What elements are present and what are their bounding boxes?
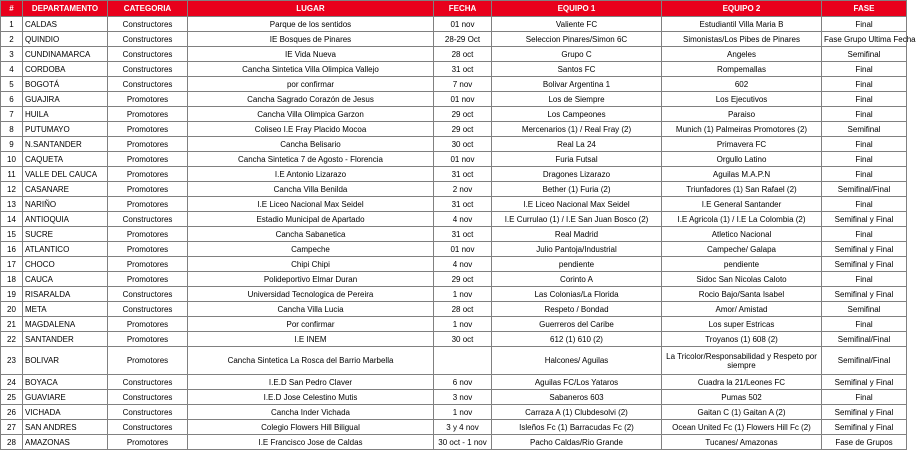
cell-number[interactable]: 10 — [1, 152, 23, 167]
cell-categoria[interactable]: Promotores — [108, 435, 188, 450]
cell-equipo-1[interactable]: Furia Futsal — [492, 152, 662, 167]
cell-fase[interactable]: Final — [822, 62, 907, 77]
cell-number[interactable]: 12 — [1, 182, 23, 197]
cell-equipo-2[interactable]: Sidoc San Nicolas Caloto — [662, 272, 822, 287]
cell-departamento[interactable]: MAGDALENA — [23, 317, 108, 332]
cell-departamento[interactable]: HUILA — [23, 107, 108, 122]
cell-equipo-2[interactable]: pendiente — [662, 257, 822, 272]
cell-fecha[interactable]: 01 nov — [434, 92, 492, 107]
cell-departamento[interactable]: CUNDINAMARCA — [23, 47, 108, 62]
cell-fase[interactable]: Final — [822, 17, 907, 32]
cell-number[interactable]: 18 — [1, 272, 23, 287]
cell-lugar[interactable]: I.E Francisco Jose de Caldas — [188, 435, 434, 450]
cell-fase[interactable]: Semifinal — [822, 122, 907, 137]
cell-fecha[interactable]: 31 oct — [434, 227, 492, 242]
cell-equipo-1[interactable]: Real La 24 — [492, 137, 662, 152]
cell-equipo-1[interactable]: Seleccion Pinares/Simon 6C — [492, 32, 662, 47]
cell-fase[interactable]: Semifinal y Final — [822, 212, 907, 227]
cell-equipo-1[interactable]: Grupo C — [492, 47, 662, 62]
cell-fecha[interactable]: 28 oct — [434, 302, 492, 317]
cell-categoria[interactable]: Promotores — [108, 167, 188, 182]
header-row — [1, 1, 907, 17]
cell-fase[interactable]: Final — [822, 137, 907, 152]
cell-equipo-2[interactable]: Aguilas M.A.P.N — [662, 167, 822, 182]
cell-categoria[interactable]: Constructores — [108, 390, 188, 405]
cell-categoria[interactable]: Constructores — [108, 375, 188, 390]
cell-lugar[interactable]: Cancha Sintetica La Rosca del Barrio Marbella — [188, 347, 434, 375]
cell-equipo-2[interactable]: Munich (1) Palmeiras Promotores (2) — [662, 122, 822, 137]
table-row — [1, 287, 907, 302]
table-row — [1, 152, 907, 167]
cell-fase[interactable]: Semifinal y Final — [822, 405, 907, 420]
cell-fecha[interactable]: 28-29 Oct — [434, 32, 492, 47]
table-row — [1, 62, 907, 77]
cell-equipo-1[interactable]: Valiente FC — [492, 17, 662, 32]
header-categoria[interactable]: CATEGORIA — [108, 1, 188, 17]
cell-equipo-1[interactable]: 612 (1) 610 (2) — [492, 332, 662, 347]
cell-fase[interactable]: Semifinal — [822, 302, 907, 317]
cell-categoria[interactable]: Constructores — [108, 420, 188, 435]
cell-equipo-2[interactable]: 602 — [662, 77, 822, 92]
cell-equipo-1[interactable]: Mercenarios (1) / Real Fray (2) — [492, 122, 662, 137]
cell-fase[interactable]: Final — [822, 77, 907, 92]
cell-lugar[interactable]: I.E INEM — [188, 332, 434, 347]
cell-fase[interactable]: Final — [822, 167, 907, 182]
cell-fase[interactable]: Semifinal y Final — [822, 287, 907, 302]
cell-fecha[interactable]: 30 oct — [434, 137, 492, 152]
cell-lugar[interactable]: Cancha Sagrado Corazón de Jesus — [188, 92, 434, 107]
cell-fecha[interactable]: 3 nov — [434, 390, 492, 405]
cell-departamento[interactable]: CHOCO — [23, 257, 108, 272]
cell-equipo-1[interactable]: Santos FC — [492, 62, 662, 77]
cell-categoria[interactable]: Constructores — [108, 32, 188, 47]
table-body — [1, 17, 916, 450]
cell-equipo-1[interactable]: Aguilas FC/Los Yataros — [492, 375, 662, 390]
cell-equipo-1[interactable]: Guerreros del Caribe — [492, 317, 662, 332]
cell-departamento[interactable]: BOYACA — [23, 375, 108, 390]
cell-number[interactable]: 23 — [1, 347, 23, 375]
header-lugar[interactable]: LUGAR — [188, 1, 434, 17]
table-row — [1, 197, 907, 212]
cell-lugar[interactable]: Campeche — [188, 242, 434, 257]
table-row — [1, 137, 907, 152]
table-row — [1, 375, 907, 390]
table-row — [1, 227, 907, 242]
cell-lugar[interactable]: Por confirmar — [188, 317, 434, 332]
cell-fase[interactable]: Semifinal/Final — [822, 332, 907, 347]
cell-fecha[interactable]: 1 nov — [434, 287, 492, 302]
cell-departamento[interactable]: CALDAS — [23, 17, 108, 32]
header-equipo-2[interactable]: EQUIPO 2 — [662, 1, 822, 17]
cell-departamento[interactable]: SUCRE — [23, 227, 108, 242]
table-row — [1, 77, 907, 92]
cell-departamento[interactable]: CAUCA — [23, 272, 108, 287]
cell-equipo-1[interactable]: Real Madrid — [492, 227, 662, 242]
header-departamento[interactable]: DEPARTAMENTO — [23, 1, 108, 17]
cell-fecha[interactable]: 01 nov — [434, 152, 492, 167]
cell-categoria[interactable]: Promotores — [108, 227, 188, 242]
cell-fecha[interactable]: 2 nov — [434, 182, 492, 197]
cell-equipo-2[interactable]: Pumas 502 — [662, 390, 822, 405]
cell-equipo-1[interactable]: Dragones Lizarazo — [492, 167, 662, 182]
cell-number[interactable]: 14 — [1, 212, 23, 227]
cell-lugar[interactable]: Estadio Municipal de Apartado — [188, 212, 434, 227]
cell-fecha[interactable]: 01 nov — [434, 17, 492, 32]
cell-number[interactable]: 22 — [1, 332, 23, 347]
cell-equipo-1[interactable]: Bether (1) Furia (2) — [492, 182, 662, 197]
cell-equipo-2[interactable]: Rocio Bajo/Santa Isabel — [662, 287, 822, 302]
cell-fase[interactable]: Semifinal — [822, 47, 907, 62]
cell-equipo-1[interactable]: Bolivar Argentina 1 — [492, 77, 662, 92]
cell-fase[interactable]: Semifinal/Final — [822, 182, 907, 197]
table-row — [1, 257, 907, 272]
cell-number[interactable]: 11 — [1, 167, 23, 182]
cell-number[interactable]: 17 — [1, 257, 23, 272]
table-row — [1, 317, 907, 332]
table-row — [1, 302, 907, 317]
cell-equipo-2[interactable]: Tucanes/ Amazonas — [662, 435, 822, 450]
cell-categoria[interactable]: Promotores — [108, 242, 188, 257]
cell-number[interactable]: 8 — [1, 122, 23, 137]
cell-fase[interactable]: Fase Grupo Ultima Fecha — [822, 32, 907, 47]
cell-lugar[interactable]: Cancha Villa Olimpica Garzon — [188, 107, 434, 122]
cell-equipo-2[interactable]: Paraiso — [662, 107, 822, 122]
table-row — [1, 272, 907, 287]
cell-fecha[interactable]: 4 nov — [434, 257, 492, 272]
cell-equipo-1[interactable]: pendiente — [492, 257, 662, 272]
cell-departamento[interactable]: VALLE DEL CAUCA — [23, 167, 108, 182]
cell-lugar[interactable]: Cancha Sintetica Villa Olimpica Vallejo — [188, 62, 434, 77]
cell-lugar[interactable]: Cancha Sintetica 7 de Agosto - Florencia — [188, 152, 434, 167]
cell-fecha[interactable]: 30 oct - 1 nov — [434, 435, 492, 450]
cell-equipo-2[interactable]: Ocean United Fc (1) Flowers Hill Fc (2) — [662, 420, 822, 435]
table-row — [1, 420, 907, 435]
cell-lugar[interactable]: Coliseo I.E Fray Placido Mocoa — [188, 122, 434, 137]
cell-categoria[interactable]: Promotores — [108, 122, 188, 137]
cell-categoria[interactable]: Promotores — [108, 317, 188, 332]
cell-fase[interactable]: Semifinal y Final — [822, 257, 907, 272]
cell-equipo-1[interactable]: I.E Currulao (1) / I.E San Juan Bosco (2) — [492, 212, 662, 227]
cell-equipo-1[interactable]: Isleños Fc (1) Barracudas Fc (2) — [492, 420, 662, 435]
cell-lugar[interactable]: I.E Liceo Nacional Max Seidel — [188, 197, 434, 212]
cell-equipo-1[interactable]: I.E Liceo Nacional Max Seidel — [492, 197, 662, 212]
cell-equipo-2[interactable]: Campeche/ Galapa — [662, 242, 822, 257]
cell-number[interactable]: 13 — [1, 197, 23, 212]
cell-equipo-1[interactable]: Carraza A (1) Clubdesolvi (2) — [492, 405, 662, 420]
cell-departamento[interactable]: SANTANDER — [23, 332, 108, 347]
table-row — [1, 92, 907, 107]
cell-departamento[interactable]: N.SANTANDER — [23, 137, 108, 152]
cell-number[interactable]: 21 — [1, 317, 23, 332]
cell-lugar[interactable]: IE Bosques de Pinares — [188, 32, 434, 47]
cell-fecha[interactable]: 29 oct — [434, 122, 492, 137]
cell-fecha[interactable]: 29 oct — [434, 107, 492, 122]
cell-equipo-2[interactable]: Angeles — [662, 47, 822, 62]
cell-fecha[interactable]: 31 oct — [434, 167, 492, 182]
header-equipo-1[interactable]: EQUIPO 1 — [492, 1, 662, 17]
cell-equipo-2[interactable]: Orgullo Latino — [662, 152, 822, 167]
cell-number[interactable]: 19 — [1, 287, 23, 302]
cell-departamento[interactable]: QUINDIO — [23, 32, 108, 47]
cell-fase[interactable]: Final — [822, 92, 907, 107]
cell-categoria[interactable]: Promotores — [108, 152, 188, 167]
cell-fecha[interactable]: 29 oct — [434, 272, 492, 287]
cell-lugar[interactable]: Polideportivo Elmar Duran — [188, 272, 434, 287]
cell-number[interactable]: 5 — [1, 77, 23, 92]
cell-lugar[interactable]: Cancha Sabanetica — [188, 227, 434, 242]
cell-categoria[interactable]: Promotores — [108, 197, 188, 212]
cell-equipo-1[interactable]: Respeto / Bondad — [492, 302, 662, 317]
cell-equipo-2[interactable]: Los Ejecutivos — [662, 92, 822, 107]
cell-lugar[interactable]: I.E Antonio Lizarazo — [188, 167, 434, 182]
cell-fecha[interactable]: 7 nov — [434, 77, 492, 92]
cell-categoria[interactable]: Promotores — [108, 137, 188, 152]
cell-departamento[interactable]: ATLANTICO — [23, 242, 108, 257]
cell-equipo-2[interactable]: Amor/ Amistad — [662, 302, 822, 317]
cell-number[interactable]: 3 — [1, 47, 23, 62]
cell-number[interactable]: 28 — [1, 435, 23, 450]
cell-fase[interactable]: Semifinal y Final — [822, 420, 907, 435]
cell-lugar[interactable]: Cancha Inder Vichada — [188, 405, 434, 420]
cell-fecha[interactable] — [434, 347, 492, 375]
table-row — [1, 122, 907, 137]
cell-number[interactable]: 25 — [1, 390, 23, 405]
cell-lugar[interactable]: Colegio Flowers Hill Biligual — [188, 420, 434, 435]
table-row — [1, 32, 907, 47]
cell-fase[interactable]: Final — [822, 317, 907, 332]
cell-departamento[interactable]: AMAZONAS — [23, 435, 108, 450]
cell-departamento[interactable]: GUAVIARE — [23, 390, 108, 405]
cell-number[interactable]: 20 — [1, 302, 23, 317]
cell-number[interactable]: 26 — [1, 405, 23, 420]
cell-categoria[interactable]: Promotores — [108, 347, 188, 375]
cell-equipo-2[interactable]: Rompemallas — [662, 62, 822, 77]
table-row — [1, 347, 907, 375]
cell-equipo-2[interactable]: Cuadra la 21/Leones FC — [662, 375, 822, 390]
cell-lugar[interactable]: IE Vida Nueva — [188, 47, 434, 62]
cell-equipo-1[interactable]: Sabaneros 603 — [492, 390, 662, 405]
cell-equipo-2[interactable]: Triunfadores (1) San Rafael (2) — [662, 182, 822, 197]
cell-departamento[interactable]: ANTIOQUIA — [23, 212, 108, 227]
cell-fase[interactable]: Final — [822, 197, 907, 212]
header-fecha[interactable]: FECHA — [434, 1, 492, 17]
cell-fase[interactable]: Final — [822, 272, 907, 287]
table-row — [1, 405, 907, 420]
cell-categoria[interactable]: Promotores — [108, 272, 188, 287]
cell-fecha[interactable]: 1 nov — [434, 405, 492, 420]
table-row — [1, 212, 907, 227]
cell-equipo-2[interactable]: I.E Agricola (1) / I.E La Colombia (2) — [662, 212, 822, 227]
cell-lugar[interactable]: Cancha Villa Lucia — [188, 302, 434, 317]
cell-fase[interactable]: Final — [822, 390, 907, 405]
cell-equipo-2[interactable]: Primavera FC — [662, 137, 822, 152]
table-row — [1, 332, 907, 347]
cell-departamento[interactable]: CORDOBA — [23, 62, 108, 77]
cell-departamento[interactable]: NARIÑO — [23, 197, 108, 212]
cell-lugar[interactable]: Chipi Chipi — [188, 257, 434, 272]
cell-equipo-1[interactable]: Julio Pantoja/Industrial — [492, 242, 662, 257]
cell-categoria[interactable]: Constructores — [108, 302, 188, 317]
table-row — [1, 242, 907, 257]
cell-lugar[interactable]: Universidad Tecnologica de Pereira — [188, 287, 434, 302]
cell-fase[interactable]: Final — [822, 107, 907, 122]
cell-fecha[interactable]: 6 nov — [434, 375, 492, 390]
cell-equipo-1[interactable]: Las Colonias/La Florida — [492, 287, 662, 302]
cell-fase[interactable]: Semifinal y Final — [822, 375, 907, 390]
cell-fase[interactable]: Final — [822, 227, 907, 242]
cell-fecha[interactable]: 01 nov — [434, 242, 492, 257]
cell-equipo-2[interactable]: Estudiantil Villa Maria B — [662, 17, 822, 32]
cell-categoria[interactable]: Promotores — [108, 92, 188, 107]
cell-categoria[interactable]: Constructores — [108, 287, 188, 302]
table-row — [1, 182, 907, 197]
cell-departamento[interactable]: VICHADA — [23, 405, 108, 420]
cell-number[interactable]: 16 — [1, 242, 23, 257]
cell-fase[interactable]: Semifinal y Final — [822, 242, 907, 257]
cell-number[interactable]: 9 — [1, 137, 23, 152]
cell-equipo-2[interactable]: Atletico Nacional — [662, 227, 822, 242]
cell-equipo-1[interactable]: Halcones/ Aguilas — [492, 347, 662, 375]
cell-categoria[interactable]: Constructores — [108, 405, 188, 420]
table-row — [1, 390, 907, 405]
cell-number[interactable]: 2 — [1, 32, 23, 47]
cell-categoria[interactable]: Constructores — [108, 17, 188, 32]
cell-departamento[interactable]: META — [23, 302, 108, 317]
cell-lugar[interactable]: por confirmar — [188, 77, 434, 92]
cell-categoria[interactable]: Constructores — [108, 62, 188, 77]
cell-fecha[interactable]: 31 oct — [434, 197, 492, 212]
cell-categoria[interactable]: Promotores — [108, 107, 188, 122]
cell-lugar[interactable]: Cancha Belisario — [188, 137, 434, 152]
cell-lugar[interactable]: I.E.D San Pedro Claver — [188, 375, 434, 390]
cell-fecha[interactable]: 1 nov — [434, 317, 492, 332]
cell-fecha[interactable]: 28 oct — [434, 47, 492, 62]
cell-equipo-2[interactable]: I.E General Santander — [662, 197, 822, 212]
table-row — [1, 17, 907, 32]
cell-fecha[interactable]: 31 oct — [434, 62, 492, 77]
table-row — [1, 47, 907, 62]
cell-equipo-1[interactable]: Los Campeones — [492, 107, 662, 122]
cell-departamento[interactable]: RISARALDA — [23, 287, 108, 302]
header-number[interactable]: # — [1, 1, 23, 17]
cell-number[interactable]: 1 — [1, 17, 23, 32]
cell-categoria[interactable]: Constructores — [108, 212, 188, 227]
header-fase[interactable]: FASE — [822, 1, 907, 17]
cell-fecha[interactable]: 3 y 4 nov — [434, 420, 492, 435]
cell-departamento[interactable]: SAN ANDRES — [23, 420, 108, 435]
cell-fase[interactable]: Final — [822, 152, 907, 167]
cell-equipo-2[interactable]: Gaitan C (1) Gaitan A (2) — [662, 405, 822, 420]
cell-equipo-1[interactable]: Los de Siempre — [492, 92, 662, 107]
table-row — [1, 167, 907, 182]
cell-number[interactable]: 6 — [1, 92, 23, 107]
cell-departamento[interactable]: CAQUETA — [23, 152, 108, 167]
table-row — [1, 435, 907, 450]
cell-fecha[interactable]: 4 nov — [434, 212, 492, 227]
cell-categoria[interactable]: Promotores — [108, 332, 188, 347]
cell-categoria[interactable]: Promotores — [108, 182, 188, 197]
cell-equipo-1[interactable]: Corinto A — [492, 272, 662, 287]
cell-categoria[interactable]: Constructores — [108, 77, 188, 92]
cell-categoria[interactable]: Promotores — [108, 257, 188, 272]
cell-fase[interactable]: Fase de Grupos — [822, 435, 907, 450]
cell-number[interactable]: 27 — [1, 420, 23, 435]
cell-equipo-2[interactable]: Troyanos (1) 608 (2) — [662, 332, 822, 347]
cell-lugar[interactable]: Cancha Villa Benilda — [188, 182, 434, 197]
cell-number[interactable]: 24 — [1, 375, 23, 390]
cell-number[interactable]: 4 — [1, 62, 23, 77]
cell-lugar[interactable]: Parque de los sentidos — [188, 17, 434, 32]
cell-fase[interactable]: Semifinal/Final — [822, 347, 907, 375]
cell-fecha[interactable]: 30 oct — [434, 332, 492, 347]
cell-equipo-2[interactable]: Los super Estricas — [662, 317, 822, 332]
cell-equipo-2[interactable]: Simonistas/Los Pibes de Pinares — [662, 32, 822, 47]
cell-equipo-2[interactable]: La Tricolor/Responsabilidad y Respeto por siempre — [662, 347, 822, 375]
cell-equipo-1[interactable]: Pacho Caldas/Rio Grande — [492, 435, 662, 450]
cell-departamento[interactable]: CASANARE — [23, 182, 108, 197]
cell-departamento[interactable]: BOGOTÁ — [23, 77, 108, 92]
cell-number[interactable]: 15 — [1, 227, 23, 242]
cell-departamento[interactable]: BOLIVAR — [23, 347, 108, 375]
cell-categoria[interactable]: Constructores — [108, 47, 188, 62]
cell-departamento[interactable]: GUAJIRA — [23, 92, 108, 107]
cell-lugar[interactable]: I.E.D Jose Celestino Mutis — [188, 390, 434, 405]
cell-number[interactable]: 7 — [1, 107, 23, 122]
table-row — [1, 107, 907, 122]
cell-departamento[interactable]: PUTUMAYO — [23, 122, 108, 137]
